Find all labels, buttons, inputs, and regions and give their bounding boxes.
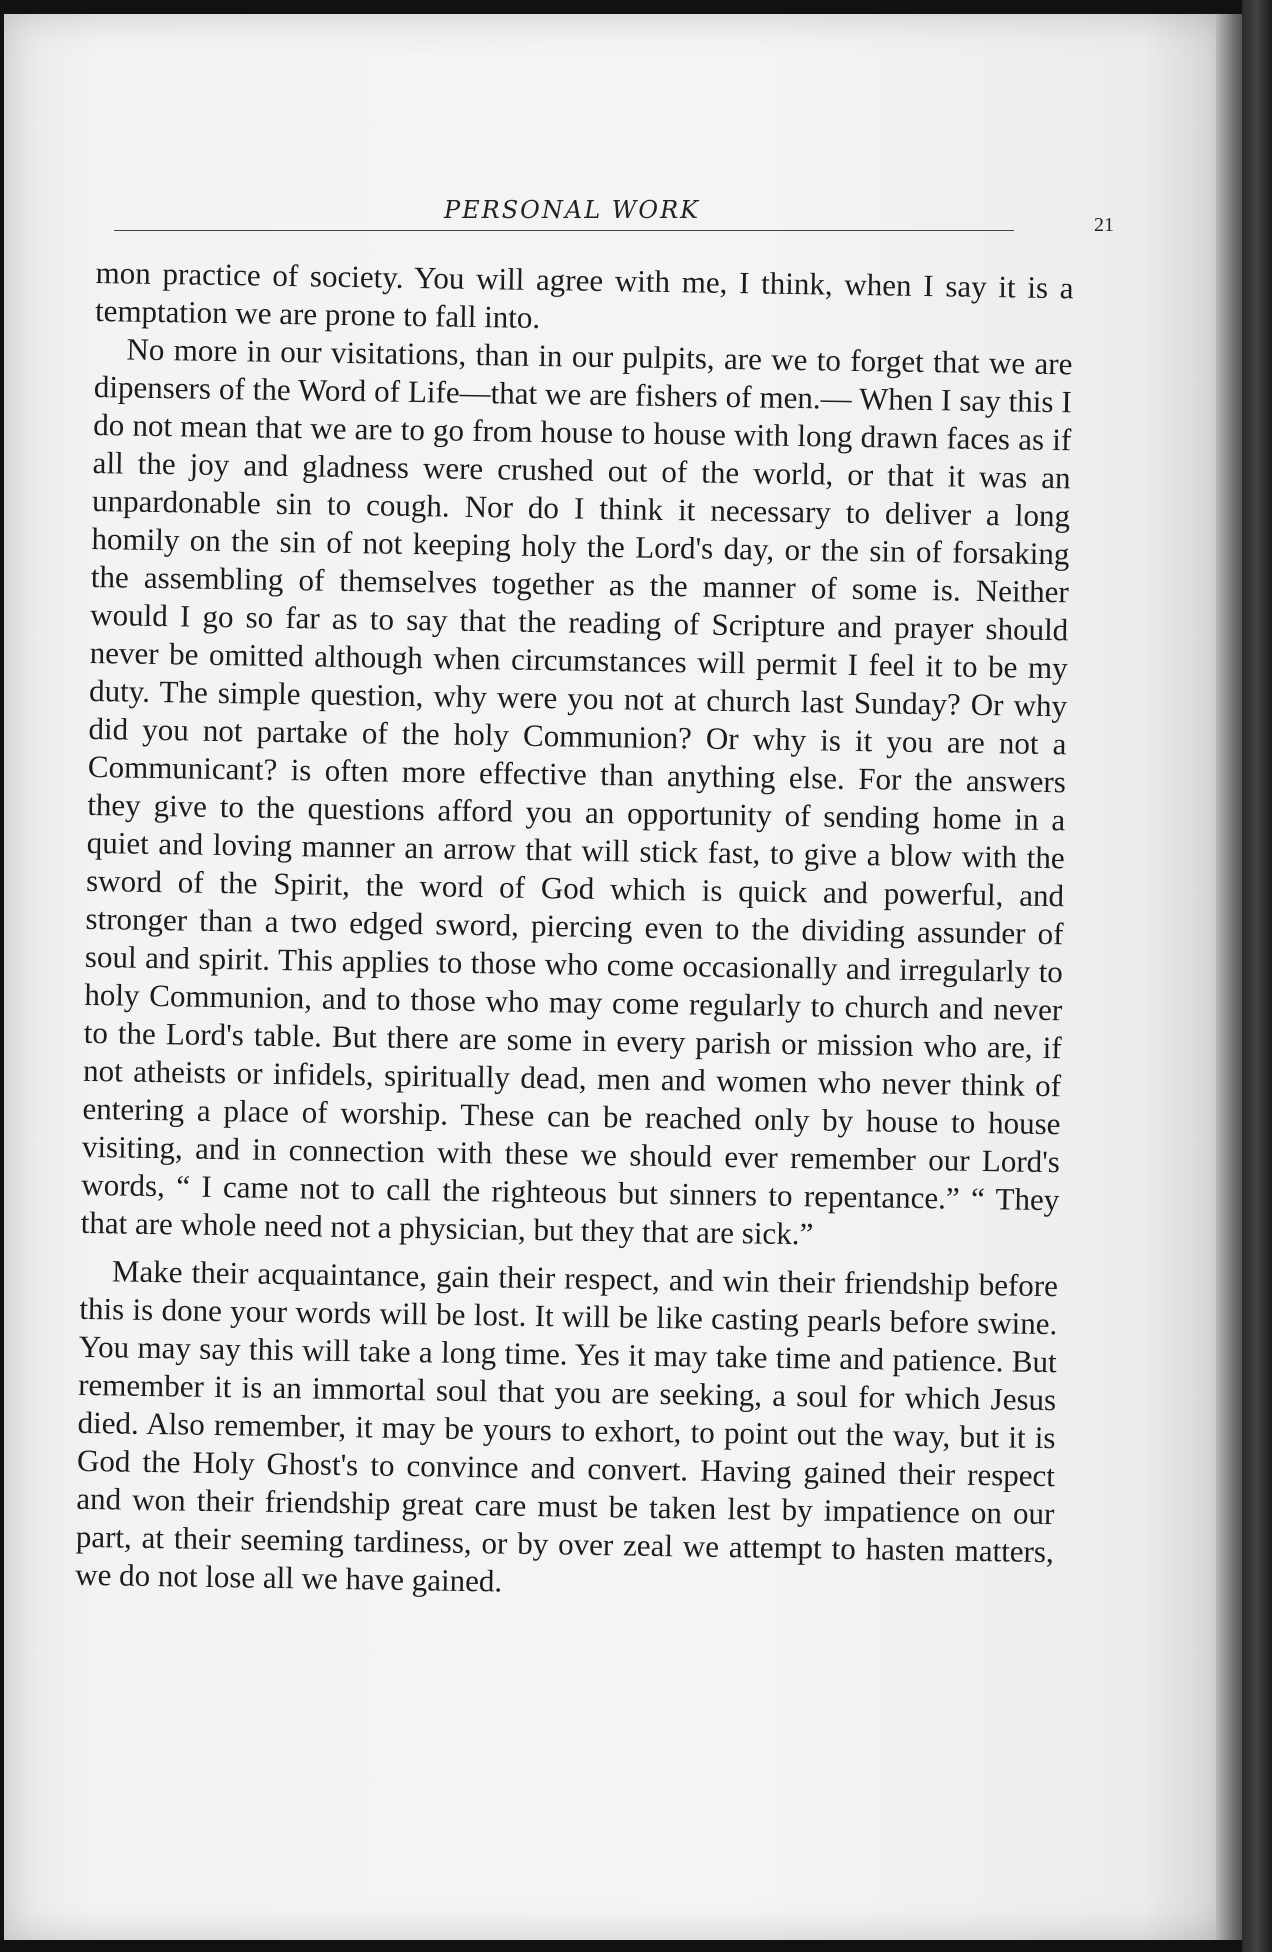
page-edge-shadow — [1216, 14, 1242, 1940]
book-spine — [1242, 0, 1272, 1952]
paragraph-acquaintance: Make their acquaintance, gain their respect, and win their friendship before this is done your words will be lost. It will be like casting pearls before swine. You may say this will take a long time. Yes it may take time and patience. But remember it is an immortal soul that you are seeking, a soul for which Jesus died. Also remember, it may be yours to exhort, to point out the way, but it is God the Holy Ghost's to convince and convert. Having gained their respect and won their friendship great care must be taken lest by impatience on our part, at their seeming tardiness, or by over zeal we attempt to hasten matters, we do not lose all we have gained. — [74, 1253, 1059, 1599]
header-rule — [114, 230, 1014, 231]
paragraph-continued: mon practice of society. You will agree with me, I think, when I say it is a temptation we are prone to fall into. — [94, 254, 1074, 335]
page-number: 21 — [1094, 214, 1114, 236]
paragraph-visitations: No more in our visitations, than in our pulpits, are we to forget that we are dipensers of the Word of Life—that we are fishers of men.— When I say this I do not mean that we are to go from house to house with long drawn faces as if all the joy and gladness were crushed out of the world, or that it was an unpardonable sin to cough. Nor do I think it necessary to deliver a long homily on the sin of not keeping holy the Lord's day, or the sin of forsaking the assembling of themselves together as the manner of some is. Neither would I go so far as to say that the reading of Scripture and prayer should never be omitted although when circumstances will permit I feel it to be my duty. The simple question, why were you not at church last Sunday? Or why did you not partake of the holy Communion? Or why is it you are not a Communicant? is often more effective than anything else. For the answers they give to the questions afford you an opportunity of sending home in a quiet and loving manner an arrow that will stick fast, to give a blow with the sword of the Spirit, the word of God which is quick and powerful, and stronger than a two edged sword, piercing even to the dividing assunder of soul and spirit. This applies to those who come occasionally and irregularly to holy Communion, and to those who may come regularly to church and never to the Lord's table. But there are some in every parish or mission who are, if not atheists or infidels, spiritually dead, men and women who never think of entering a place of worship. These can be reached only by house to house visiting, and in connection with these we should ever remember our Lord's words, “ I came not to call the righteous but sinners to repentance.” “ They that are whole need not a physician, but they that are sick.” — [80, 331, 1073, 1252]
body-text — [75, 254, 1074, 1609]
paper-sheet — [4, 14, 1242, 1940]
running-head — [114, 196, 1114, 236]
running-title: PERSONAL WORK — [444, 196, 701, 224]
